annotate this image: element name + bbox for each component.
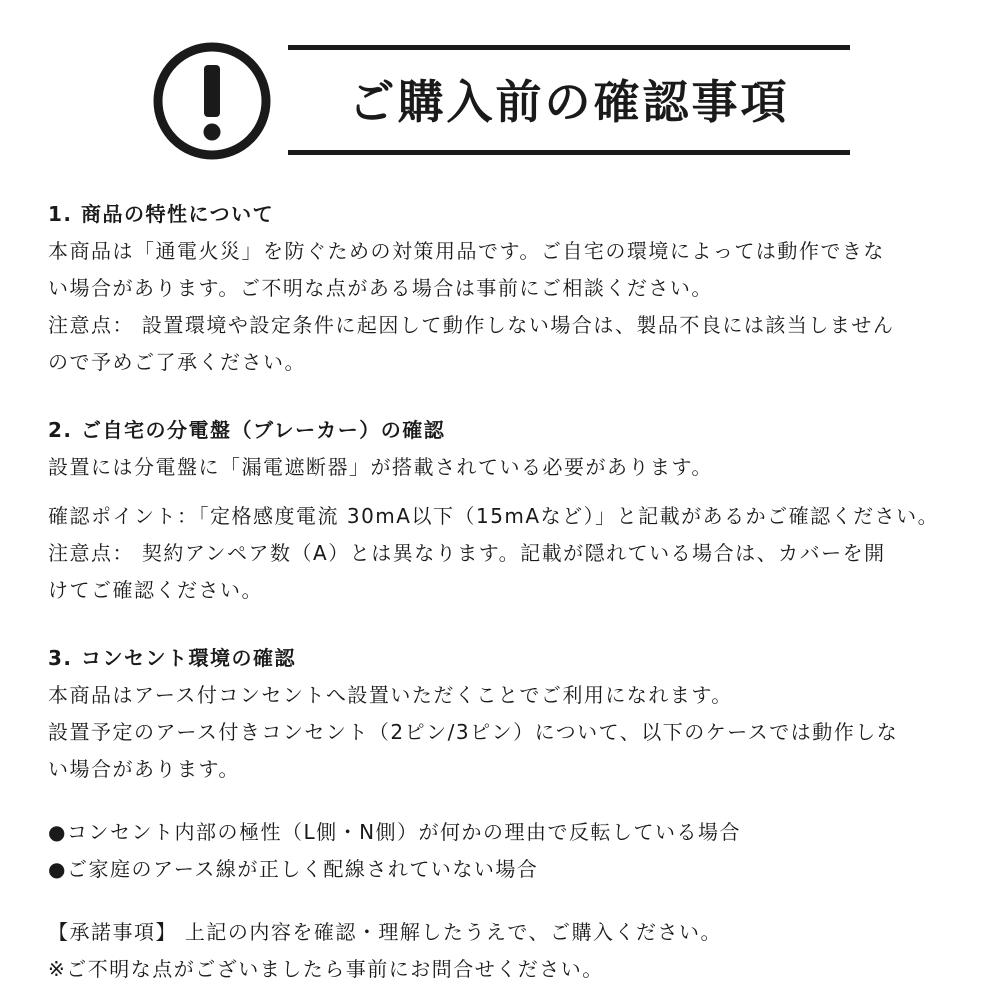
- section-outlet-environment: [48, 640, 978, 888]
- notice-content: [48, 196, 978, 988]
- inquiry-note: ※ご不明な点がございましたら事前にお問合せください。: [48, 957, 604, 981]
- bullet-item: ●ご家庭のアース線が正しく配線されていない場合: [48, 857, 539, 881]
- section-distribution-board: [48, 412, 978, 609]
- title-top-rule: [288, 45, 850, 50]
- section-text: けてご確認ください。: [48, 578, 263, 602]
- page-header: [0, 0, 1000, 180]
- section-heading: 2. ご自宅の分電盤（ブレーカー）の確認: [48, 418, 446, 442]
- section-text: い場合があります。: [48, 757, 240, 781]
- section-text: 設置予定のアース付きコンセント（2ピン/3ピン）について、以下のケースでは動作しな: [48, 720, 899, 744]
- section-text: 本商品は「通電火災」を防ぐための対策用品です。ご自宅の環境によっては動作できな: [48, 239, 885, 263]
- consent-note: 【承諾事項】 上記の内容を確認・理解したうえで、ご購入ください。: [48, 920, 722, 944]
- bullet-item: ●コンセント内部の極性（L側・N側）が何かの理由で反転している場合: [48, 820, 742, 844]
- section-heading: 1. 商品の特性について: [48, 202, 275, 226]
- section-text: い場合があります。ご不明な点がある場合は事前にご相談ください。: [48, 276, 713, 300]
- footer-notes: [48, 914, 978, 988]
- section-text: ので予めご了承ください。: [48, 350, 306, 374]
- section-text: 本商品はアース付コンセントへ設置いただくことでご利用になれます。: [48, 683, 733, 707]
- section-text: 設置には分電盤に「漏電遮断器」が搭載されている必要があります。: [48, 455, 713, 479]
- section-text: 注意点： 設置環境や設定条件に起因して動作しない場合は、製品不良には該当しません: [48, 313, 895, 337]
- section-text: 確認ポイント：「定格感度電流 30mA以下（15mAなど）」と記載があるかご確認ください。: [48, 504, 940, 528]
- section-text: 注意点： 契約アンペア数（A）とは異なります。記載が隠れている場合は、カバーを開: [48, 541, 886, 565]
- exclamation-circle-icon: [152, 41, 272, 161]
- page-title: ご購入前の確認事項: [348, 75, 790, 129]
- section-heading: 3. コンセント環境の確認: [48, 646, 296, 670]
- section-product-characteristics: [48, 196, 978, 381]
- title-bottom-rule: [288, 150, 850, 155]
